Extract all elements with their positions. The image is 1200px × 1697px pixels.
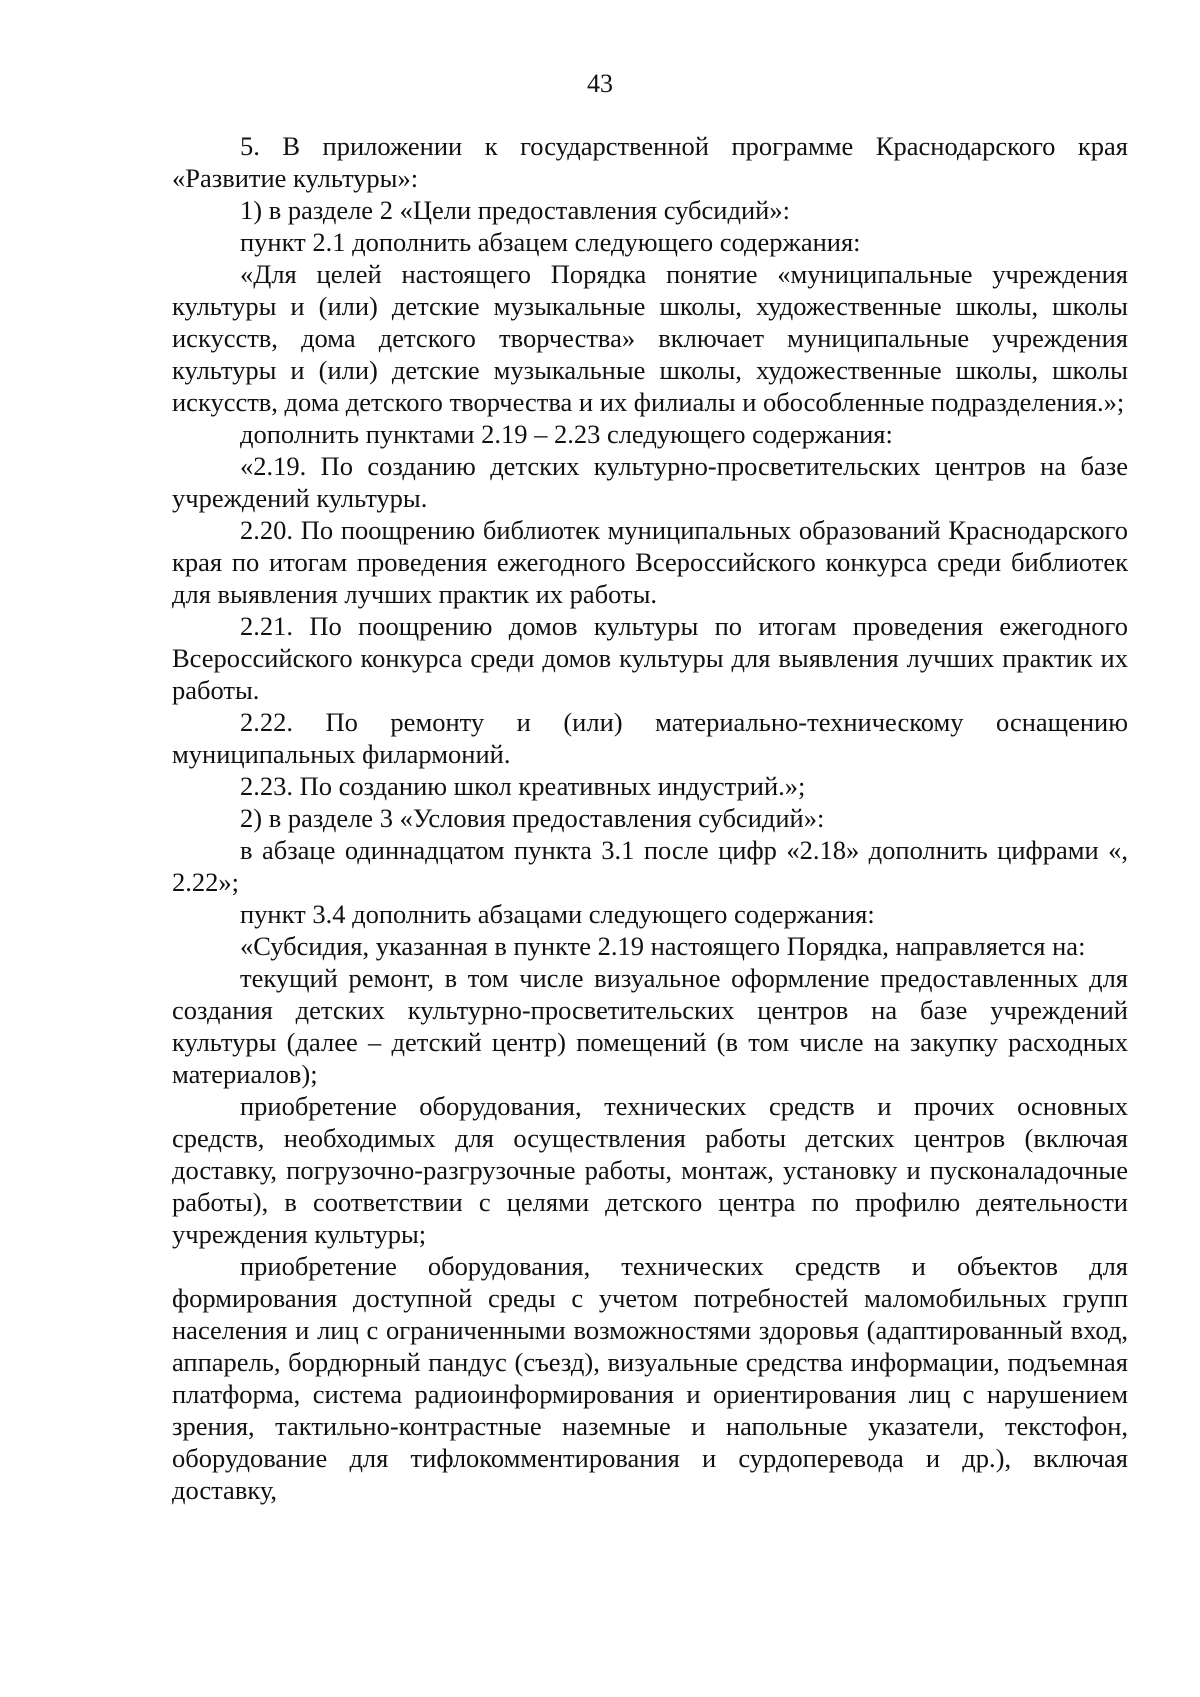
paragraph-point-3-4: пункт 3.4 дополнить абзацами следующего содержания: [240, 899, 875, 929]
paragraph-2-21: 2.21. По поощрению домов культуры по итогам проведения ежегодного Всероссийского конкурса среди домов культуры для выявления лучших практик их работы. [172, 611, 1128, 705]
paragraph-point-3-1: в абзаце одиннадцатом пункта 3.1 после цифр «2.18» дополнить цифрами «, 2.22»; [172, 835, 1128, 897]
paragraph-point-2-1: пункт 2.1 дополнить абзацем следующего содержания: [240, 227, 861, 257]
paragraph-section-2-heading: 1) в разделе 2 «Цели предоставления субсидий»: [240, 195, 790, 225]
paragraph-section-3-heading: 2) в разделе 3 «Условия предоставления субсидий»: [240, 803, 825, 833]
paragraph-current-repair: текущий ремонт, в том числе визуальное оформление предоставленных для создания детских культурно-просветительских центров на базе учреждений культуры (далее – детский центр) помещений (в том числе на закупку расходных материалов); [172, 963, 1128, 1089]
paragraph-2-20: 2.20. По поощрению библиотек муниципальных образований Краснодарского края по итогам проведения ежегодного Всероссийского конкурса среди библиотек для выявления лучших практик их работы. [172, 515, 1128, 609]
paragraph-add-points: дополнить пунктами 2.19 – 2.23 следующего содержания: [240, 419, 893, 449]
paragraph-accessible-environment: приобретение оборудования, технических средств и объектов для формирования доступной среды с учетом потребностей маломобильных групп населения и лиц с ограниченными возможностями здоровья (адаптированный вход, аппарель, бордюрный пандус (съезд), визуальные средства информации, подъемная платформа, система радиоинформирования и ориентирования лиц с нарушением зрения, тактильно-контрастные наземные и напольные указатели, текстофон, оборудование для тифлокомментирования и сурдоперевода и др.), включая доставку, [172, 1251, 1128, 1505]
paragraph-item-5: 5. В приложении к государственной программе Краснодарского края «Развитие культуры»: [172, 131, 1128, 193]
page-number: 43 [587, 69, 613, 98]
paragraph-2-23: 2.23. По созданию школ креативных индустрий.»; [240, 771, 806, 801]
document-body [172, 130, 1128, 1506]
paragraph-equipment-purchase: приобретение оборудования, технических средств и прочих основных средств, необходимых для осуществления работы детских центров (включая доставку, погрузочно-разгрузочные работы, монтаж, установку и пусконаладочные работы), в соответствии с целями детского центра по профилю деятельности учреждения культуры; [172, 1091, 1128, 1249]
paragraph-2-19: «2.19. По созданию детских культурно-просветительских центров на базе учреждений культуры. [172, 451, 1128, 513]
paragraph-definition: «Для целей настоящего Порядка понятие «муниципальные учреждения культуры и (или) детские музыкальные школы, художественные школы, школы искусств, дома детского творчества» включает муниципальные учреждения культуры и (или) детские музыкальные школы, художественные школы, школы искусств, дома детского творчества и их филиалы и обособленные подразделения.»; [172, 259, 1128, 417]
paragraph-subsidy-intro: «Субсидия, указанная в пункте 2.19 настоящего Порядка, направляется на: [240, 931, 1086, 961]
paragraph-2-22: 2.22. По ремонту и (или) материально-техническому оснащению муниципальных филармоний. [172, 707, 1128, 769]
